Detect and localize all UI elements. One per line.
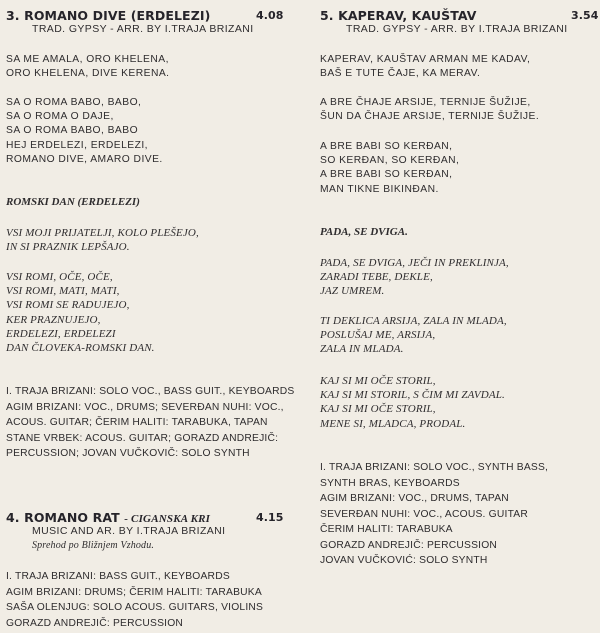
translation-line: VSI ROMI, MATI, MATI, [6,285,120,298]
song-4-title: 4. ROMANO RAT [6,510,120,525]
lyric-line: KAPERAV, KAUŠTAV ARMAN ME KADAV, [320,54,531,65]
translation-line: VSI ROMI SE RADUJEJO, [6,299,130,312]
lyric-line: ŠUN DA ČHAJE ARSIJE, TERNIJE ŠUŽIJE. [320,111,540,123]
translation-line: KAJ SI MI STORIL, S ČIM MI ZAVDAL. [320,389,505,402]
musician-line: JOVAN VUČKOVIĆ: SOLO SYNTH [320,555,488,566]
translation-line: KAJ SI MI OČE STORIL, [320,375,436,387]
lyric-line: SO KERĐAN, SO KERĐAN, [320,155,460,167]
translation-line: KER PRAZNUJEJO, [6,313,101,326]
musician-line: AGIM BRIZANI: VOC., DRUMS, TAPAN [320,493,509,504]
musician-line: SAŠA OLENJUG: SOLO ACOUS. GUITARS, VIOLINS [6,602,264,613]
song-3-musicians [6,384,294,462]
translation-line: ERDELEZI, ERDELEZI [6,327,116,340]
lyric-line: MAN TIKNE BIKINĐAN. [320,183,439,195]
song-3-translation-1 [6,226,199,254]
musician-line: SYNTH BRAS, KEYBOARDS [320,477,460,489]
translation-line: VSI ROMI, OČE, OČE, [6,271,113,283]
translation-line: PADA, SE DVIGA, JEČI IN PREKLINJA, [320,257,509,269]
lyric-line: ROMANO DIVE, AMARO DIVE. [6,153,163,165]
translation-line: DAN ČLOVEKA-ROMSKI DAN. [6,342,155,355]
musician-line: ČERIM HALITI: TARABUKA [320,524,453,535]
musician-line: AGIM BRIZANI: VOC., DRUMS; SEVERĐAN NUHI: VOC., [6,401,284,413]
song-5-translation-1 [320,256,509,299]
lyric-line: SA ME AMALA, ORO KHELENA, [6,54,169,65]
lyric-line: SA O ROMA O DAJE, [6,111,114,123]
translation-line: POSLUŠAJ ME, ARSIJA, [320,329,436,342]
song-5-stanza-3 [320,140,459,197]
translation-line: VSI MOJI PRIJATELJI, KOLO PLEŠEJO, [6,227,199,239]
lyric-line: ORO KHELENA, DIVE KERENA. [6,68,170,80]
lyric-line: BAŠ E TUTE ČAJE, KA MERAV. [320,68,481,80]
song-5-duration: 3.54 [571,9,599,22]
song-3-stanza-1 [6,53,169,81]
musician-line: I. TRAJA BRIZANI: SOLO VOC., BASS GUIT., KEYBOARDS [6,386,295,397]
song-3-stanza-2 [6,96,163,167]
lyric-line: A BRE ČHAJE ARSIJE, TERNIJE ŠUŽIJE, [320,97,531,108]
song-3-credit: TRAD. GYPSY - ARR. BY I.TRAJA BRIZANI [32,23,254,35]
musician-line: I. TRAJA BRIZANI: BASS GUIT., KEYBOARDS [6,571,230,582]
musician-line: STANE VRBEK: ACOUS. GUITAR; GORAZD ANDREJIČ: [6,432,279,444]
song-3-duration: 4.08 [256,9,284,22]
musician-line: ACOUS. GUITAR; ČERIM HALITI: TARABUKA, TAPAN [6,417,268,428]
song-5-stanza-1 [320,53,530,81]
translation-line: TI DEKLICA ARSIJA, ZALA IN MLADA, [320,315,507,327]
song-4-duration: 4.15 [256,511,284,524]
musician-line: I. TRAJA BRIZANI: SOLO VOC., SYNTH BASS, [320,462,549,473]
translation-line: JAZ UMREM. [320,285,385,298]
song-4-subtitle: Sprehod po Bližnjem Vzhodu. [32,540,155,551]
lyric-line: SA O ROMA BABO, BABO [6,125,139,137]
translation-line: ZALA IN MLADA. [320,343,404,356]
lyric-line: A BRE BABI SO KERĐAN, [320,141,453,152]
song-3-title-row [6,8,284,23]
lyric-line: A BRE BABI SO KERĐAN, [320,169,453,181]
musician-line: GORAZD ANDREJIČ: PERCUSSION [320,539,498,551]
song-4-title-row [6,510,284,525]
song-3-title: 3. ROMANO DIVE (ERDELEZI) [6,8,211,23]
song-5-translation-title: PADA, SE DVIGA. [320,226,408,238]
song-5-translation-3 [320,374,505,431]
musician-line: SEVERĐAN NUHI: VOC., ACOUS. GUITAR [320,508,529,520]
song-4-title-suffix: - CIGANSKA KRI [124,513,211,525]
song-4-musicians [6,569,263,631]
song-3-translation-title: ROMSKI DAN (ERDELEZI) [6,196,140,208]
musician-line: PERCUSSION; JOVAN VUČKOVIČ: SOLO SYNTH [6,448,250,459]
translation-line: ZARADI TEBE, DEKLE, [320,271,433,284]
translation-line: MENE SI, MLADCA, PRODAL. [320,417,466,430]
musician-line: GORAZD ANDREJIČ: PERCUSSION [6,617,184,629]
translation-line: IN SI PRAZNIK LEPŠAJO. [6,241,130,254]
song-5-stanza-2 [320,96,539,124]
song-3-translation-2 [6,270,155,355]
song-5-title: 5. KAPERAV, KAUŠTAV [320,8,477,23]
song-5-title-row [320,8,599,23]
lyric-line: HEJ ERDELEZI, ERDELEZI, [6,139,148,151]
song-5-credit: TRAD. GYPSY - ARR. BY I.TRAJA BRIZANI [346,23,568,35]
translation-line: KAJ SI MI OČE STORIL, [320,403,436,416]
lyric-line: SA O ROMA BABO, BABO, [6,97,142,108]
musician-line: AGIM BRIZANI: DRUMS; ČERIM HALITI: TARABUKA [6,586,262,598]
song-4-credit: MUSIC AND AR. BY I.TRAJA BRIZANI [32,525,226,537]
song-5-musicians [320,460,548,569]
song-5-translation-2 [320,314,507,357]
